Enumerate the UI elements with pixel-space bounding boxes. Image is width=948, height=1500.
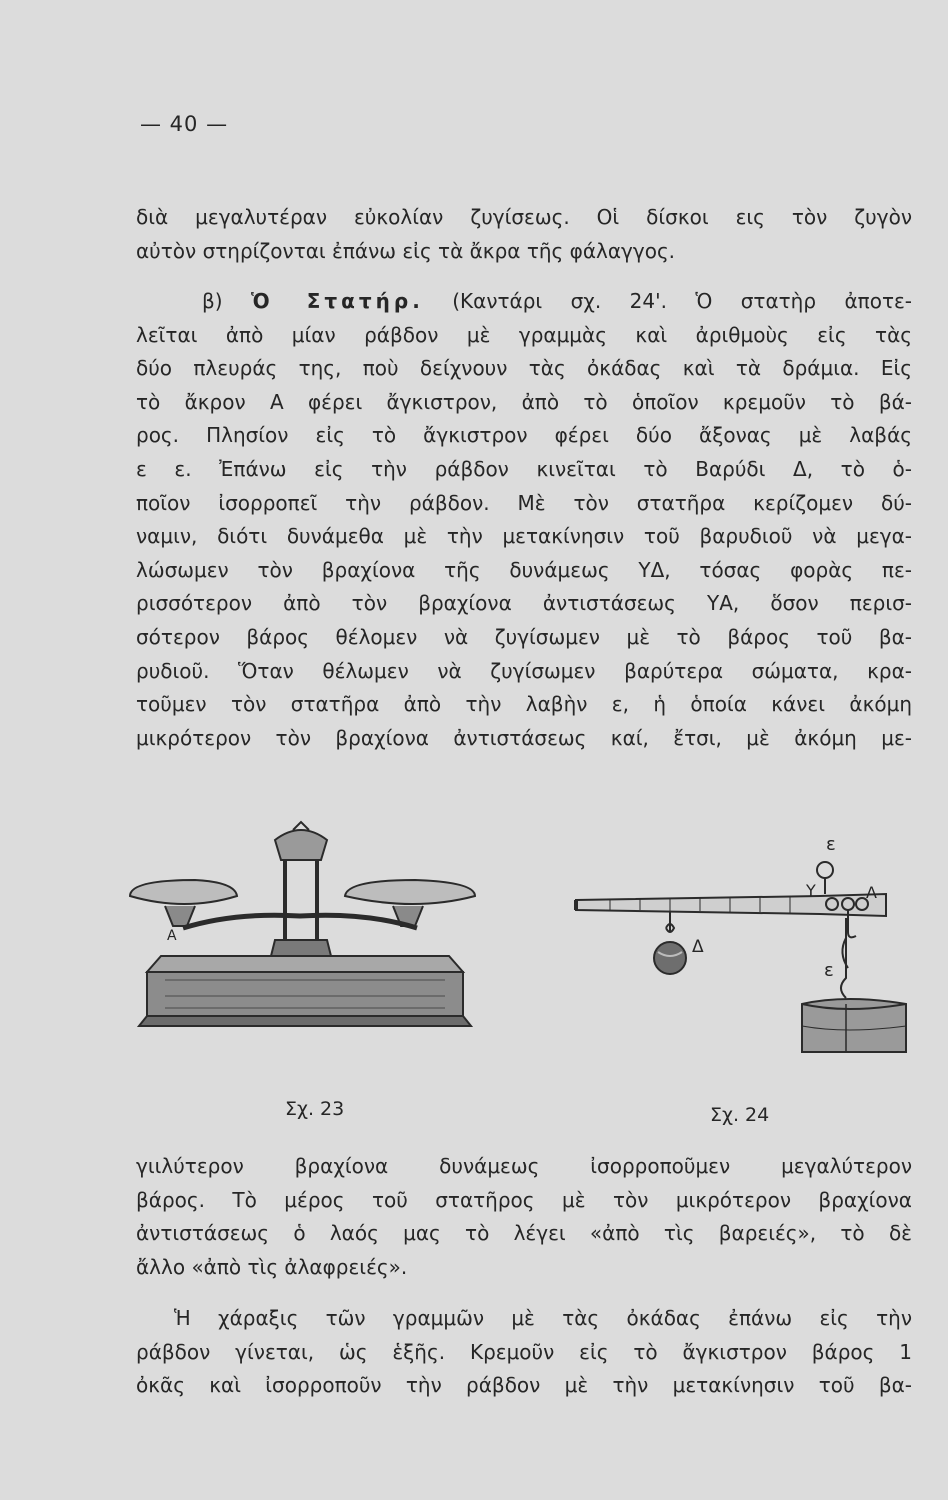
figure-24-label-d: Δ bbox=[692, 937, 704, 957]
bottom-paragraph bbox=[136, 1150, 912, 1284]
text-line: ρος. Πλησίον εἰς τὸ ἄγκιστρον φέρει δύο ἄξονας μὲ λαβάς bbox=[136, 423, 912, 448]
section-prefix: β) bbox=[202, 289, 223, 313]
text-line: τοῦμεν τὸν στατῆρα ἀπὸ τὴν λαβὴν ε, ἡ ὁποία κάνει ἀκόμη bbox=[136, 692, 912, 717]
text-line: διὰ μεγαλυτέραν εὐκολίαν ζυγίσεως. Οἱ δίσκοι εις τὸν ζυγὸν bbox=[136, 205, 912, 229]
text-line: ὀκᾶς καὶ ἰσορροποῦν τὴν ράβδον μὲ τὴν μετακίνησιν τοῦ βα- bbox=[136, 1373, 912, 1398]
section-heading: Ὁ Στατήρ. bbox=[251, 289, 424, 313]
text-line: ἄλλο «ἀπὸ τὶς ἀλαφρειές». bbox=[136, 1254, 408, 1279]
figure-23-balance-scale bbox=[125, 820, 485, 1030]
text-line: ράβδον γίνεται, ὡς ἑξῆς. Κρεμοῦν εἰς τὸ ἄγκιστρον βάρος 1 bbox=[136, 1339, 912, 1364]
page-number: — 40 — bbox=[140, 112, 229, 136]
top-paragraph bbox=[136, 201, 912, 268]
figure-24-label-e-bottom: ε bbox=[824, 960, 834, 981]
figure-24-steelyard bbox=[570, 828, 920, 1058]
figure-24-caption: Σχ. 24 bbox=[710, 1104, 770, 1126]
text-line: δύο πλευράς της, ποὺ δείχνουν τὰς ὀκάδας καὶ τὰ δράμια. Εἰς bbox=[136, 356, 912, 381]
section-heading-line bbox=[136, 285, 912, 319]
figure-23-caption: Σχ. 23 bbox=[285, 1098, 345, 1120]
figure-24-label-e-top: ε bbox=[826, 834, 836, 855]
text-line: ρισσότερον ἀπὸ τὸν βραχίονα ἀντιστάσεως ΥΑ, ὅσον περισ- bbox=[136, 591, 912, 616]
figure-24-label-y: Υ bbox=[806, 881, 816, 900]
text-line: Ἡ χάραξις τῶν γραμμῶν μὲ τὰς ὀκάδας ἐπάνω εἰς τὴν bbox=[174, 1306, 912, 1330]
text-line: γιιλύτερον βραχίονα δυνάμεως ἰσορροποῦμεν μεγαλύτερον bbox=[136, 1154, 912, 1178]
text-line: αὐτὸν στηρίζονται ἐπάνω εἰς τὰ ἄκρα τῆς φάλαγγος. bbox=[136, 238, 676, 263]
text-line: ἀντιστάσεως ὁ λαός μας τὸ λέγει «ἀπὸ τὶς βαρειές», τὸ δὲ bbox=[136, 1221, 912, 1246]
text-line: λώσωμεν τὸν βραχίονα τῆς δυνάμεως ΥΔ, τόσας φορὰς πε- bbox=[136, 557, 912, 582]
text-line: σότερον βάρος θέλομεν νὰ ζυγίσωμεν μὲ τὸ βάρος τοῦ βα- bbox=[136, 624, 912, 649]
text-line: ποῖον ἰσορροπεῖ τὴν ράβδον. Μὲ τὸν στατῆρα κερίζομεν δύ- bbox=[136, 490, 912, 515]
text-line: ρυδιοῦ. Ὅταν θέλωμεν νὰ ζυγίσωμεν βαρύτερα σώματα, κρα- bbox=[136, 658, 912, 683]
text-line: μικρότερον τὸν βραχίονα ἀντιστάσεως καί, ἔτσι, μὲ ἀκόμη με- bbox=[136, 725, 912, 750]
text-line: ε ε. Ἐπάνω εἰς τὴν ράβδον κινεῖται τὸ Βαρύδι Δ, τὸ ὁ- bbox=[136, 456, 912, 481]
section-heading-rest: (Καντάρι σχ. 24'. Ὁ στατὴρ ἀποτε- bbox=[452, 289, 913, 313]
figure-24-label-a: Α bbox=[866, 883, 877, 902]
figure-23-label-a: Α bbox=[167, 928, 177, 944]
text-line: λεῖται ἀπὸ μίαν ράβδον μὲ γραμμὰς καὶ ἀριθμοὺς εἰς τὰς bbox=[136, 322, 912, 347]
section-b-paragraph bbox=[136, 285, 912, 755]
text-line: ναμιν, διότι δυνάμεθα μὲ τὴν μετακίνησιν τοῦ βαρυδιοῦ νὰ μεγα- bbox=[136, 524, 912, 549]
last-paragraph bbox=[136, 1302, 912, 1403]
text-line: βάρος. Τὸ μέρος τοῦ στατῆρος μὲ τὸν μικρότερον βραχίονα bbox=[136, 1187, 912, 1212]
text-line: τὸ ἄκρον Α φέρει ἄγκιστρον, ἀπὸ τὸ ὁποῖον κρεμοῦν τὸ βά- bbox=[136, 389, 912, 414]
